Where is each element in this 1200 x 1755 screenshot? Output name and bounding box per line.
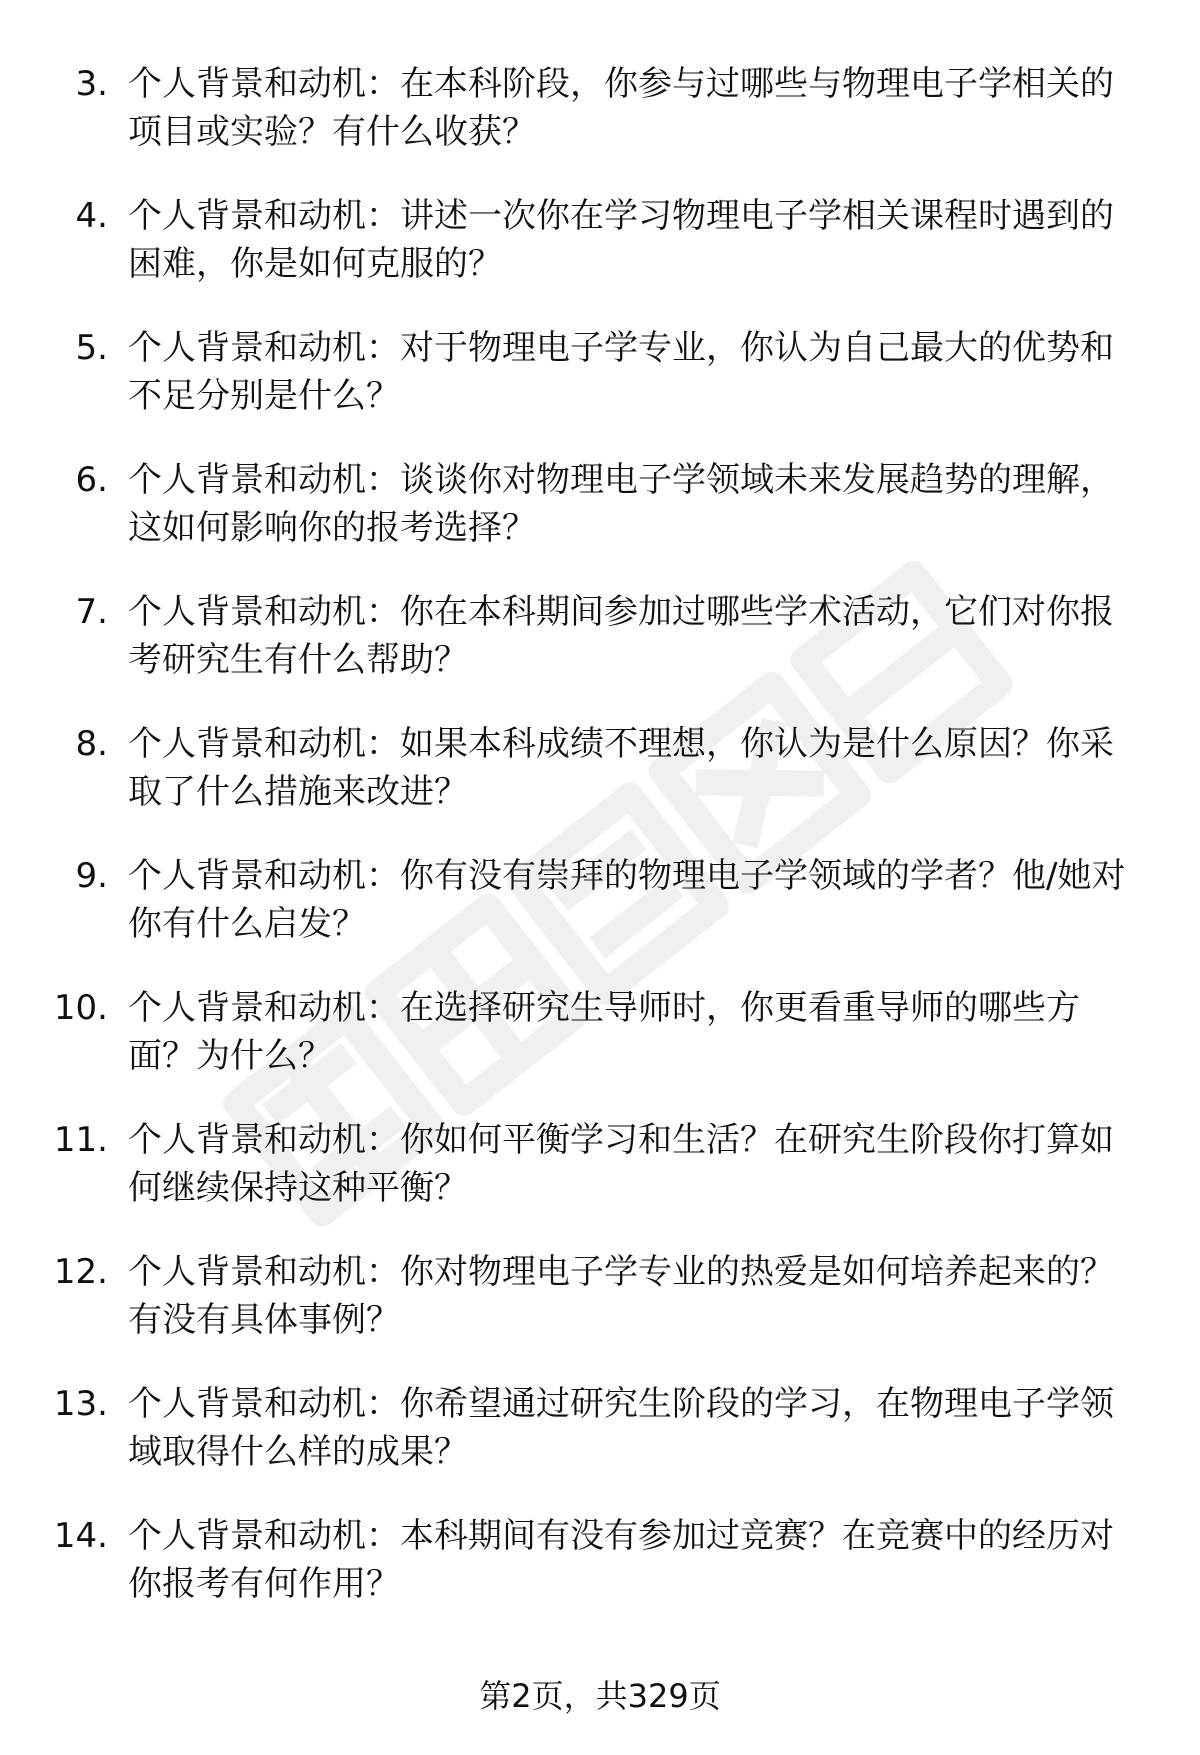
question-text: 个人背景和动机：你对物理电子学专业的热爱是如何培养起来的？有没有具体事例？ bbox=[128, 1252, 1114, 1340]
question-number: 14. bbox=[53, 1516, 108, 1556]
question-number: 6. bbox=[75, 460, 108, 500]
question-text: 个人背景和动机：你有没有崇拜的物理电子学领域的学者？他/她对你有什么启发？ bbox=[128, 856, 1126, 944]
question-list bbox=[0, 60, 1200, 1644]
question-number: 4. bbox=[75, 196, 108, 236]
question-number: 8. bbox=[75, 724, 108, 764]
question-number: 13. bbox=[53, 1384, 108, 1424]
question-text: 个人背景和动机：本科期间有没有参加过竞赛？在竞赛中的经历对你报考有何作用？ bbox=[128, 1516, 1114, 1604]
question-number: 10. bbox=[53, 988, 108, 1028]
list-item bbox=[0, 192, 1200, 324]
question-number: 12. bbox=[53, 1252, 108, 1292]
question-text: 个人背景和动机：在本科阶段，你参与过哪些与物理电子学相关的项目或实验？有什么收获？ bbox=[128, 64, 1114, 152]
list-item bbox=[0, 60, 1200, 192]
question-number: 7. bbox=[75, 592, 108, 632]
question-text: 个人背景和动机：如果本科成绩不理想，你认为是什么原因？你采取了什么措施来改进？ bbox=[128, 724, 1114, 812]
question-number: 5. bbox=[75, 328, 108, 368]
question-text: 个人背景和动机：讲述一次你在学习物理电子学相关课程时遇到的困难，你是如何克服的？ bbox=[128, 196, 1114, 284]
page-number-footer: 第2页，共329页 bbox=[479, 1677, 721, 1715]
question-text: 个人背景和动机：谈谈你对物理电子学领域未来发展趋势的理解，这如何影响你的报考选择？ bbox=[128, 460, 1114, 548]
question-text: 个人背景和动机：你希望通过研究生阶段的学习，在物理电子学领域取得什么样的成果？ bbox=[128, 1384, 1114, 1472]
question-text: 个人背景和动机：对于物理电子学专业，你认为自己最大的优势和不足分别是什么？ bbox=[128, 328, 1114, 416]
list-item bbox=[0, 1512, 1200, 1644]
list-item bbox=[0, 324, 1200, 456]
list-item bbox=[0, 1116, 1200, 1248]
list-item bbox=[0, 588, 1200, 720]
question-text: 个人背景和动机：在选择研究生导师时，你更看重导师的哪些方面？为什么？ bbox=[128, 988, 1080, 1076]
question-number: 9. bbox=[75, 856, 108, 896]
question-number: 3. bbox=[75, 64, 108, 104]
question-text: 个人背景和动机：你如何平衡学习和生活？在研究生阶段你打算如何继续保持这种平衡？ bbox=[128, 1120, 1114, 1208]
list-item bbox=[0, 1380, 1200, 1512]
question-text: 个人背景和动机：你在本科期间参加过哪些学术活动，它们对你报考研究生有什么帮助？ bbox=[128, 592, 1114, 680]
list-item bbox=[0, 456, 1200, 588]
list-item bbox=[0, 852, 1200, 984]
question-number: 11. bbox=[53, 1120, 108, 1160]
list-item bbox=[0, 1248, 1200, 1380]
list-item bbox=[0, 720, 1200, 852]
list-item bbox=[0, 984, 1200, 1116]
